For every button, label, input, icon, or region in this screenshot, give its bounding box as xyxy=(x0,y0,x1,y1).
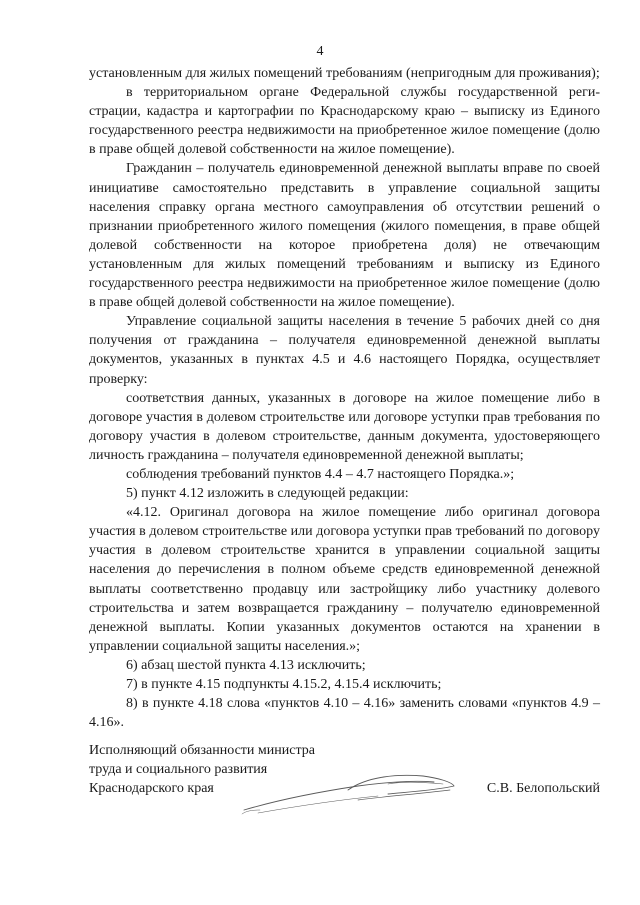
document-body xyxy=(89,64,600,732)
signatory-position-line-3: Краснодарского края xyxy=(89,781,214,797)
paragraph: 6) абзац шестой пункта 4.13 исключить; xyxy=(126,657,366,673)
paragraph: соблюдения требований пунктов 4.4 – 4.7 настоящего Порядка.»; xyxy=(126,466,515,482)
page-number: 4 xyxy=(316,44,324,59)
paragraph: 8) в пункте 4.18 слова «пунктов 4.10 – 4.16» заменить словами «пунктов 4.9 – 4.16». xyxy=(89,696,600,731)
paragraph: Гражданин – получатель единовременной денежной выплаты вправе по своей инициативе самостоятельно представить в управление социальной защиты населения справку органа местного самоуправления об отсутствии решений о признании приобретенного жилого помещения (жилого помещения, в праве общей долевой собственности на которое приобретена доля) не отвечающим установленным для жилых помещений требованиям и выписку из Единого государственного реестра недвижимости на приобретенное жилое помещение (долю в праве общей долевой собственности на жилое помещение). xyxy=(89,161,600,311)
paragraph: установленным для жилых помещений требованиям (непригодным для проживания); xyxy=(89,66,600,81)
signatory-position-line-2: труда и социального развития xyxy=(89,762,268,778)
paragraph: 7) в пункте 4.15 подпункты 4.15.2, 4.15.4 исключить; xyxy=(126,677,442,692)
paragraph: в территориальном органе Федеральной службы государственной регистрации, кадастра и картографии по Краснодарскому краю – выписку из Единого государственного реестра недвижимости на приобретенное жилое помещение (долю в праве общей долевой собственности на жилое помещение). xyxy=(89,85,600,158)
paragraph: 5) пункт 4.12 изложить в следующей редакции: xyxy=(126,486,409,502)
handwritten-signature xyxy=(238,770,458,818)
signatory-position-line-1: Исполняющий обязанности министра xyxy=(89,743,315,758)
signatory-name: С.В. Белопольский xyxy=(486,781,600,797)
paragraph: Управление социальной защиты населения в течение 5 рабочих дней со дня получения от гражданина – получателя единовременной денежной выплаты документов, указанных в пунктах 4.5 и 4.6 настоящего Порядка, осуществляет проверку: xyxy=(89,314,600,387)
paragraph: «4.12. Оригинал договора на жилое помещение либо оригинал договора участия в долевом строительстве или договора уступки прав требований по договору участия в долевом строительстве хранится в управлении социальной защиты населения до перечисления в полном объеме средств единовременной денежной выплаты соответственно продавцу или застройщику либо участнику долевого строительства и затем возвращается гражданину – получателю единовременной денежной выплаты. Копии указанных документов остаются на хранении в управлении социальной защиты населения.»; xyxy=(89,505,600,654)
paragraph: соответствия данных, указанных в договоре на жилое помещение либо в договоре участия в долевом строительстве или договоре уступки прав требования по договору участия в долевом строительстве, данным документа, удостоверяющего личность гражданина – получателя единовременной денежной выплаты; xyxy=(89,390,600,463)
